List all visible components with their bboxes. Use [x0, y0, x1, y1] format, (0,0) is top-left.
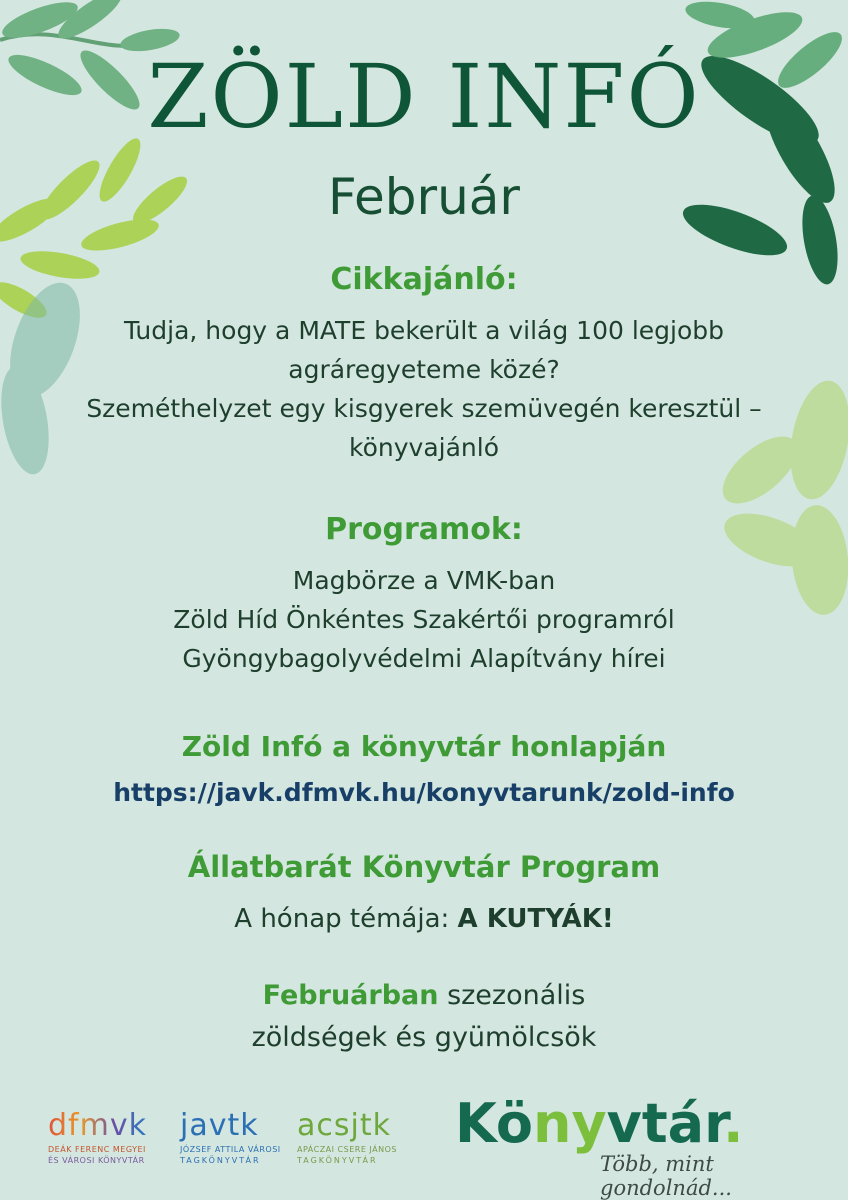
- javtk-logo-word: javtk: [180, 1108, 259, 1143]
- konyvtar-logo-dot: .: [723, 1092, 744, 1155]
- javtk-logo-sub2: TAGKÖNYVTÁR: [180, 1156, 261, 1165]
- konyvtar-logo-part2: ny: [533, 1092, 607, 1155]
- month-subtitle: Február: [328, 168, 520, 226]
- acsjtk-logo[interactable]: [297, 1108, 397, 1165]
- website-heading: Zöld Infó a könyvtár honlapján: [181, 730, 667, 763]
- seasonal-highlight: Februárban: [262, 980, 439, 1011]
- seasonal-block: [0, 975, 848, 1059]
- konyvtar-logo-part1: Kö: [455, 1092, 533, 1155]
- konyvtar-logo[interactable]: [455, 1092, 744, 1155]
- article-line: Szeméthelyzet egy kisgyerek szemüvegén keresztül –: [86, 394, 762, 423]
- acsjtk-logo-sub2: TAGKÖNYVTÁR: [297, 1156, 378, 1165]
- dfmvk-logo-word: dfmvk: [48, 1108, 147, 1143]
- javtk-logo-sub1: JÓZSEF ATTILA VÁROSI: [180, 1145, 281, 1154]
- javtk-logo[interactable]: [180, 1108, 281, 1165]
- dfmvk-logo[interactable]: [48, 1108, 147, 1165]
- article-list: [0, 311, 848, 467]
- animal-topic-line: [0, 900, 848, 939]
- seasonal-text: szezonális: [438, 980, 586, 1011]
- animal-topic: A KUTYÁK!: [457, 904, 614, 934]
- program-line: Magbörze a VMK-ban: [292, 566, 556, 595]
- acsjtk-logo-sub1: APÁCZAI CSERE JÁNOS: [297, 1145, 397, 1154]
- article-heading: Cikkajánló:: [330, 262, 518, 297]
- dfmvk-logo-sub2: ÉS VÁROSI KÖNYVTÁR: [48, 1156, 145, 1165]
- article-line: könyvajánló: [349, 433, 499, 462]
- article-line: Tudja, hogy a MATE bekerült a világ 100 legjobb: [123, 316, 725, 345]
- animal-program-heading: Állatbarát Könyvtár Program: [187, 850, 661, 884]
- dfmvk-logo-sub1: DEÁK FERENC MEGYEI: [48, 1145, 146, 1154]
- website-link[interactable]: https://javk.dfmvk.hu/konyvtarunk/zold-info: [113, 778, 735, 807]
- konyvtar-slogan: Több, mint gondolnád...: [600, 1152, 732, 1200]
- article-line: agráregyeteme közé?: [288, 355, 560, 384]
- programs-list: [0, 561, 848, 678]
- animal-topic-prefix: A hónap témája:: [234, 904, 458, 934]
- program-line: Zöld Híd Önkéntes Szakértői programról: [173, 605, 675, 634]
- acsjtk-logo-word: acsjtk: [297, 1108, 391, 1143]
- page-title: ZÖLD INFÓ: [147, 45, 701, 148]
- seasonal-line2: zöldségek és gyümölcsök: [251, 1022, 597, 1053]
- konyvtar-logo-part3: vtár: [606, 1092, 724, 1155]
- program-line: Gyöngybagolyvédelmi Alapítvány hírei: [182, 644, 666, 673]
- programs-heading: Programok:: [325, 512, 523, 547]
